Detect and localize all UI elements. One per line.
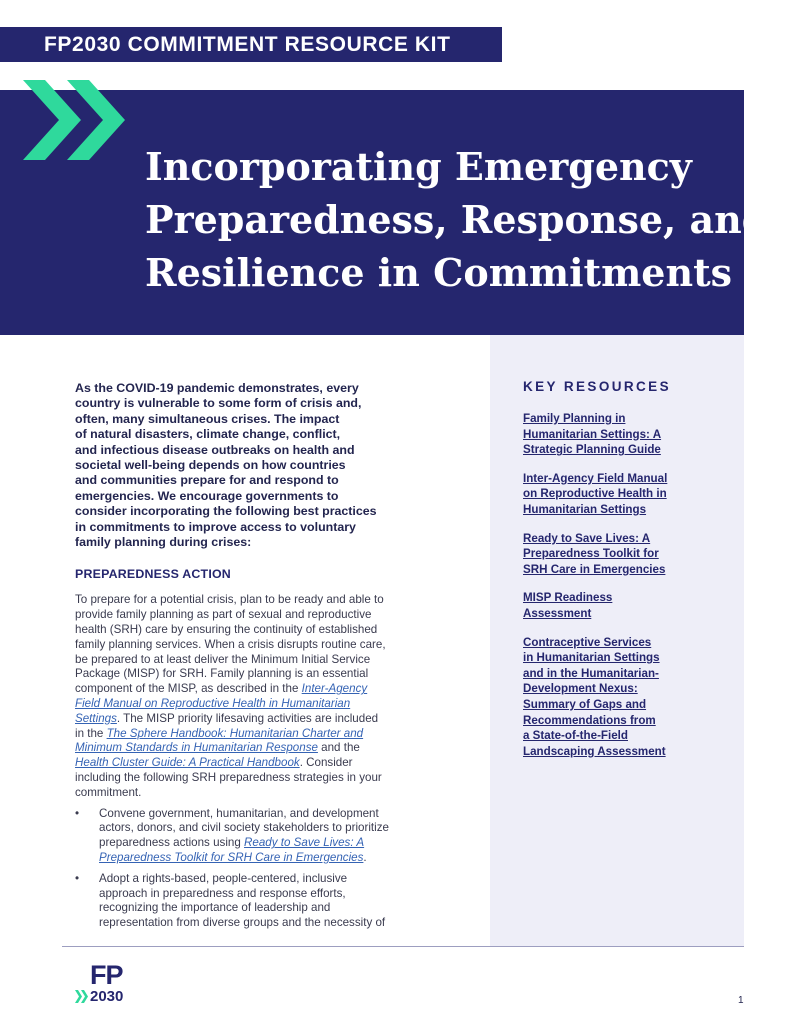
resource-link-misp-readiness[interactable]: MISP Readiness Assessment xyxy=(523,591,613,620)
title-line: Incorporating Emergency xyxy=(145,144,692,189)
section-body: To prepare for a potential crisis, plan to be ready and able to provide family planning as part of sexual and reproductive health (SRH) care by ensuring the continuity of established family planning services. When a crisis disrupts routine care, be prepared to at least deliver the Minimum Initial Service Package (MISP) for SRH. Family planning is an essential component of the MISP, as described in the Inter-Agency Field Manual on Reproductive Health in Humanitarian Settings. The MISP priority lifesaving activities are included in the The Sphere Handbook: Humanitarian Charter and Minimum Standards in Humanitarian Response and the Health Cluster Guide: A Practical Handbook. Consider including the following SRH preparedness strategies in your commitment. xyxy=(75,593,386,799)
link-field-manual[interactable]: Inter-Agency xyxy=(301,682,368,696)
key-resources-list xyxy=(523,411,723,772)
title-line: Resilience in Commitments xyxy=(145,250,733,295)
bullet-marker: • xyxy=(75,806,80,820)
list-item: • Adopt a rights-based, people-centered, inclusive approach in preparedness and response efforts, recognizing the importance of leadership and representation from diverse groups and the necessity of xyxy=(75,871,386,930)
link-sphere-handbook[interactable]: The Sphere Handbook: Humanitarian Charter and xyxy=(106,726,364,740)
link-field-manual-cont[interactable]: Field Manual on Reproductive Health in Humanitarian xyxy=(75,697,351,711)
list-item: • Convene government, humanitarian, and development actors, donors, and civil society stakeholders to prioritize preparedness actions using Ready to Save Lives: A Preparedness Toolkit for SRH Care in Emergencies. xyxy=(75,806,389,865)
bullet-marker: • xyxy=(75,871,80,885)
kit-label-banner: FP2030 COMMITMENT RESOURCE KIT xyxy=(0,27,502,62)
resource-link-preparedness-toolkit[interactable]: Ready to Save Lives: A Preparedness Toolkit for SRH Care in Emergencies xyxy=(523,531,666,576)
section-heading: PREPAREDNESS ACTION xyxy=(75,567,231,582)
key-resources-heading: KEY RESOURCES xyxy=(523,379,671,394)
strategy-list xyxy=(75,807,475,931)
link-sphere-handbook-cont[interactable]: Minimum Standards in Humanitarian Response xyxy=(75,741,318,755)
link-ready-to-save-lives[interactable]: Ready to Save Lives: A xyxy=(244,836,365,850)
resource-link-contraceptive-services[interactable]: Contraceptive Services in Humanitarian Settings and in the Humanitarian- Development Nexus: Summary of Gaps and Recommendations from a State-of-the-Field Landscaping Assessment xyxy=(523,635,666,758)
fp2030-logo: FP 2030 xyxy=(75,962,145,1008)
main-content xyxy=(75,381,475,937)
title-line: Preparedness, Response, and xyxy=(145,197,769,242)
resource-link-planning-guide[interactable]: Family Planning in Humanitarian Settings: A Strategic Planning Guide xyxy=(523,412,662,457)
link-health-cluster-guide[interactable]: Health Cluster Guide: A Practical Handbook xyxy=(75,756,300,770)
intro-paragraph: As the COVID-19 pandemic demonstrates, every country is vulnerable to some form of crisis and, often, many simultaneous crises. The impact of natural disasters, climate change, conflict, and infectious disease outbreaks on health and societal well-being depends on how countries and communities prepare for and respond to emergencies. We encourage governments to consider incorporating the following best practices in commitments to improve access to voluntary family planning during crises: xyxy=(75,381,377,550)
resource-link-field-manual[interactable]: Inter-Agency Field Manual on Reproductive Health in Humanitarian Settings xyxy=(523,471,668,516)
double-chevron-icon xyxy=(23,80,133,160)
logo-chevron-icon xyxy=(75,990,89,1003)
footer-divider xyxy=(62,946,744,947)
page-title xyxy=(145,140,769,299)
link-ready-to-save-lives-cont[interactable]: Preparedness Toolkit for SRH Care in Emergencies xyxy=(99,851,364,865)
page-number: 1 xyxy=(738,995,744,1006)
link-field-manual-end[interactable]: Settings xyxy=(75,711,117,725)
